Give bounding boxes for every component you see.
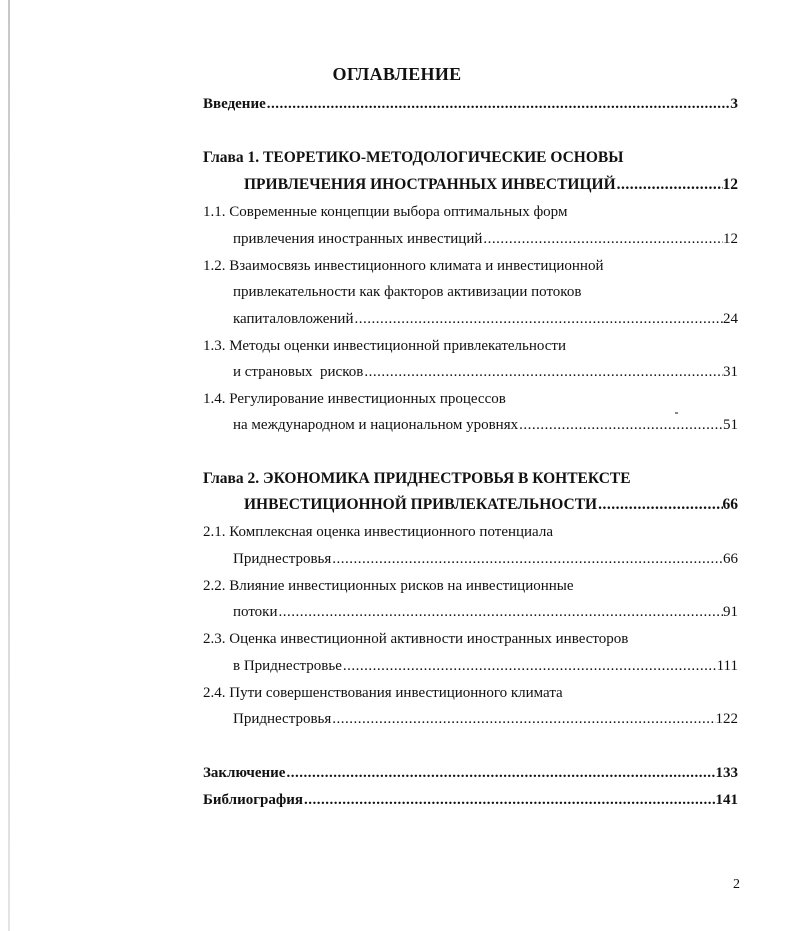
section-1-3-cont	[233, 362, 738, 382]
toc-page-number: 141	[715, 792, 738, 808]
section-2-2-cont	[233, 602, 738, 622]
section-1-1: 1.1. Современные концепции выбора оптимальных форм	[203, 204, 568, 220]
toc-entry-text: Введение	[203, 96, 266, 112]
dot-leader	[354, 309, 724, 329]
toc-page-number: 51	[723, 417, 738, 433]
dot-leader	[285, 763, 715, 783]
page-number: 2	[733, 877, 740, 892]
dot-leader	[518, 415, 723, 435]
toc-page-number: 122	[715, 711, 738, 727]
scan-speck	[675, 412, 678, 414]
toc-page-number: 12	[723, 231, 738, 247]
toc-page-number: 91	[723, 604, 738, 620]
toc-page-number: 66	[722, 496, 738, 513]
dot-leader	[342, 656, 717, 676]
dot-leader	[616, 175, 723, 195]
toc-entry-text: привлечения иностранных инвестиций	[233, 231, 483, 247]
section-1-2: 1.2. Взаимосвязь инвестиционного климата и инвестиционной	[203, 258, 604, 274]
dot-leader	[278, 602, 723, 622]
section-2-4: 2.4. Пути совершенствования инвестиционного климата	[203, 685, 563, 701]
page-title: ОГЛАВЛЕНИЕ	[332, 64, 462, 84]
toc-entry-text: Приднестровья	[233, 551, 332, 567]
toc-entry-text: капиталовложений	[233, 311, 354, 327]
dot-leader	[482, 229, 723, 249]
toc-page-number: 111	[716, 658, 738, 674]
section-2-4-cont	[233, 709, 738, 729]
toc-page-number: 12	[722, 176, 738, 193]
dot-leader	[363, 362, 723, 382]
chapter-1-heading: Глава 1. ТЕОРЕТИКО-МЕТОДОЛОГИЧЕСКИЕ ОСНОВЫ	[203, 149, 624, 166]
dot-leader	[331, 709, 715, 729]
section-1-4-cont	[233, 415, 738, 435]
section-2-2: 2.2. Влияние инвестиционных рисков на инвестиционные	[203, 578, 574, 594]
dot-leader	[331, 549, 723, 569]
toc-page-number: 31	[723, 364, 738, 380]
toc-entry-text: Библиография	[203, 792, 304, 808]
toc-entry-text: Приднестровья	[233, 711, 332, 727]
toc-entry-text: на международном и национальном уровнях	[233, 417, 519, 433]
section-1-2-cont2	[233, 309, 738, 329]
section-2-1: 2.1. Комплексная оценка инвестиционного потенциала	[203, 524, 553, 540]
page-edge	[8, 0, 10, 931]
toc-entry-text: в Приднестровье	[233, 658, 342, 674]
dot-leader	[303, 790, 715, 810]
section-2-1-cont	[233, 549, 738, 569]
toc-entry-text: ПРИВЛЕЧЕНИЯ ИНОСТРАННЫХ ИНВЕСТИЦИЙ	[244, 176, 616, 193]
toc-entry-conclusion	[203, 763, 738, 783]
toc-page-number: 3	[730, 96, 738, 112]
toc-entry-intro	[203, 94, 738, 114]
toc-page-number: 66	[723, 551, 738, 567]
toc-entry-text: ИНВЕСТИЦИОННОЙ ПРИВЛЕКАТЕЛЬНОСТИ	[244, 496, 598, 513]
toc-page-number: 24	[723, 311, 738, 327]
section-1-1-cont	[233, 229, 738, 249]
section-1-3: 1.3. Методы оценки инвестиционной привлекательности	[203, 338, 567, 354]
section-2-3: 2.3. Оценка инвестиционной активности иностранных инвесторов	[203, 631, 629, 647]
toc-entry-text: и страновых рисков	[233, 364, 364, 380]
section-1-2-cont: привлекательности как факторов активизации потоков	[233, 284, 582, 300]
toc-entry-text: Заключение	[203, 765, 286, 781]
chapter-1-heading-cont	[244, 175, 738, 195]
section-1-4: 1.4. Регулирование инвестиционных процессов	[203, 391, 506, 407]
toc-page-number: 133	[715, 765, 738, 781]
chapter-2-heading: Глава 2. ЭКОНОМИКА ПРИДНЕСТРОВЬЯ В КОНТЕКСТЕ	[203, 470, 631, 487]
chapter-2-heading-cont	[244, 495, 738, 515]
toc-entry-text: потоки	[233, 604, 278, 620]
dot-leader	[266, 94, 731, 114]
dot-leader	[597, 495, 722, 515]
toc-entry-bibliography	[203, 790, 738, 810]
section-2-3-cont	[233, 656, 738, 676]
